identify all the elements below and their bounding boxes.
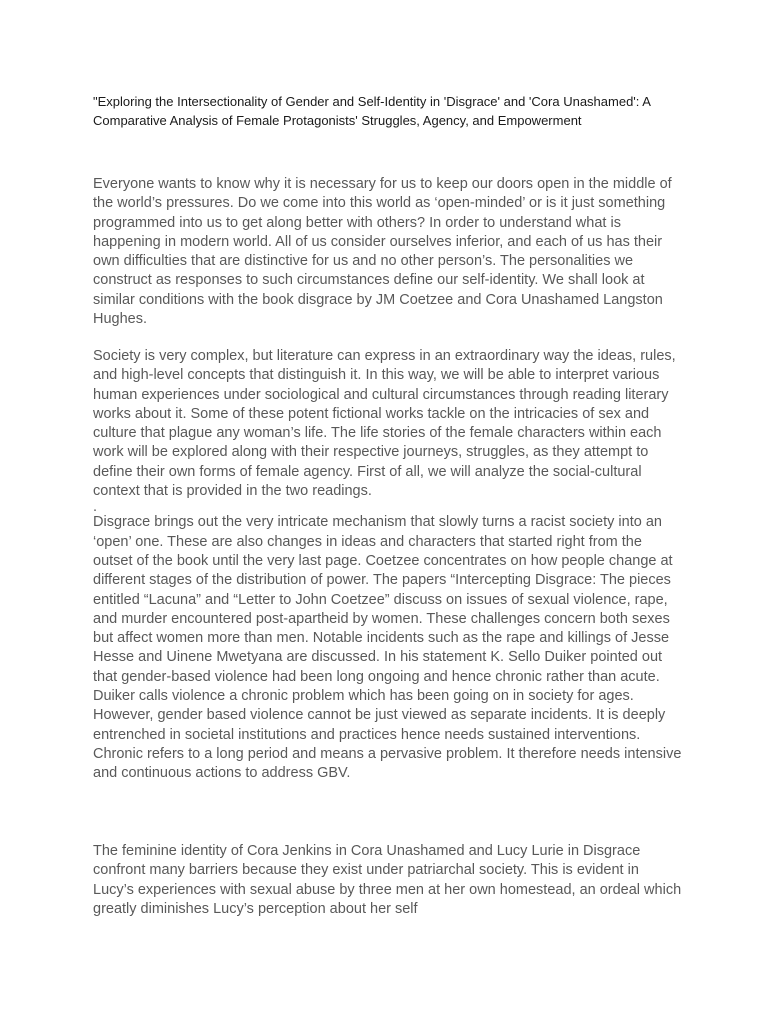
paragraph-block-society <box>93 347 683 784</box>
paragraph-disgrace: Disgrace brings out the very intricate mechanism that slowly turns a racist society into an ‘open’ one. These are also changes in ideas and characters that started right from the outset of the book until the very last page. Coetzee concentrates on how people change at different stages of the distribution of power. The papers “Intercepting Disgrace: The pieces entitled “Lacuna” and “Letter to John Coetzee” discuss on issues of sexual violence, rape, and murder encountered post-apartheid by women. These challenges concern both sexes but affect women more than men. Notable incidents such as the rape and killings of Jesse Hesse and Uinene Mwetyana are discussed. In his statement K. Sello Duiker pointed out that gender-based violence had been long ongoing and hence chronic rather than acute. Duiker calls violence a chronic problem which has been going on in society for ages. However, gender based violence cannot be just viewed as separate incidents. It is deeply entrenched in societal institutions and practices hence needs sustained interventions. Chronic refers to a long period and means a pervasive problem. It therefore needs intensive and continuous actions to address GBV. <box>93 514 682 782</box>
paragraph-society: Society is very complex, but literature can express in an extraordinary way the ideas, rules, and high-level concepts that distinguish it. In this way, we will be able to interpret various human experiences under sociological and cultural circumstances through reading literary works about it. Some of these potent fictional works tackle on the intricacies of sex and culture that plague any woman’s life. The life stories of the female characters within each work will be explored along with their respective journeys, struggles, as they attempt to define their own forms of female agency. First of all, we will analyze the social-cultural context that is provided in the two readings. <box>93 348 676 500</box>
paragraph-feminine-identity: The feminine identity of Cora Jenkins in Cora Unashamed and Lucy Lurie in Disgrace confront many barriers because they exist under patriarchal society. This is evident in Lucy’s experiences with sexual abuse by three men at her own homestead, an ordeal which greatly diminishes Lucy’s perception about her self <box>93 843 682 917</box>
document-title: "Exploring the Intersectionality of Gender and Self-Identity in 'Disgrace' and 'Cora Unashamed': A Comparative Analysis of Female Protagonists' Struggles, Agency, and Empowerment <box>93 94 651 128</box>
paragraph-introduction: Everyone wants to know why it is necessary for us to keep our doors open in the middle of the world’s pressures. Do we come into this world as ‘open-minded’ or is it just something programmed into us to get along better with others? In order to understand what is happening in modern world. All of us consider ourselves inferior, and each of us has their own difficulties that are distinctive for us and no other person’s. The personalities we construct as responses to such circumstances define our self-identity. We shall look at similar conditions with the book disgrace by JM Coetzee and Cora Unashamed Langston Hughes. <box>93 176 672 328</box>
stray-period: . <box>93 499 98 516</box>
